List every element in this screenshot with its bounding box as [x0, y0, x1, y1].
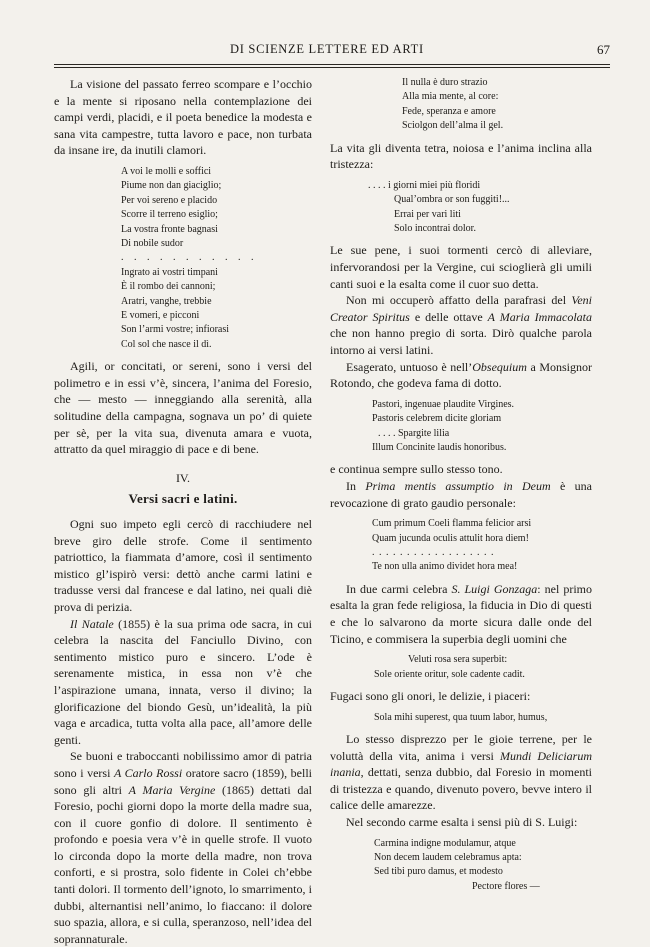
verse-line: È il rombo dei cannoni;: [121, 281, 216, 293]
verse-line: Qual’ombra or son fuggiti!...: [394, 194, 510, 206]
paragraph: Esagerato, untuoso è nell’Obsequium a Monsignor Rotondo, che godeva fama di dotto.: [330, 359, 592, 391]
running-title: DI SCIENZE LETTERE ED ARTI: [230, 42, 424, 56]
section-number: IV.: [175, 470, 191, 485]
paragraph: La vita gli diventa tetra, noiosa e l’anima inclina alla tristezza:: [330, 140, 592, 172]
verse-block: [402, 76, 592, 134]
paragraph: La visione del passato ferreo scompare e l’occhio e la mente si riposano nella contemplazione dei campi verdi, placidi, e il poeta benedice la modesta e sana vita campestre, tutta lavoro e pace, non turbata da insane ire, da inutili clamori.: [54, 77, 312, 158]
verse-line: Pastori, ingenuae plaudite Virgines.: [372, 398, 515, 410]
verse-line: Solo incontrai dolor.: [394, 223, 476, 235]
work-title: Prima mentis assumptio in Deum: [365, 479, 551, 493]
verse-line: Son l’armi vostre; infiorasi: [121, 324, 230, 336]
work-title: Il Natale: [70, 616, 114, 631]
verse-ellipsis: . . . . . . . . . . . . . . . . . .: [372, 547, 495, 558]
verse-line: Ingrato ai vostri timpani: [121, 266, 218, 278]
paragraph: Agili, or concitati, or sereni, sono i versi del polimetro e in essi v’è, sincera, l’anima del Foresio, che — mesto — inneggiando alla serenità, alla solitudine della campagna, sognava un po’ di quiete per sè, per la vita sua, divenuta amara e vuota, attratto da quel miraggio di pace e di bene.: [54, 359, 312, 457]
paragraph: Nel secondo carme esalta i sensi più di S. Luigi:: [346, 814, 578, 829]
verse-line: La vostra fronte bagnasi: [121, 223, 218, 235]
verse-line: . . . . Spargite lilia: [378, 427, 450, 439]
work-title: A Maria Vergine: [128, 782, 216, 797]
paragraph: Non mi occuperò affatto della parafrasi del Veni Creator Spiritus e delle ottave A Maria Immacolata che non hanno pregio di sorta. Dirò qualche parola intorno ai versi latini.: [330, 293, 593, 357]
verse-ellipsis: . . . . . . . . . . .: [121, 252, 258, 264]
running-header: [54, 42, 610, 62]
verse-line: . . . . i giorni miei più floridi: [368, 179, 481, 191]
verse-block: [372, 398, 592, 456]
page-number: 67: [597, 42, 610, 57]
verse-block: [372, 517, 592, 575]
verse-line: Fede, speranza e amore: [402, 105, 496, 117]
paragraph: In due carmi celebra S. Luigi Gonzaga: nel primo esalta la gran fede religiosa, la fiducia in Dio di questi e che lo salvarono da morte sicura dalle onde del Ticino, e commisera la superbia degli uomini che: [330, 581, 592, 646]
verse-line: Errai per vari liti: [394, 208, 461, 220]
verse-line: Di nobile sudor: [121, 238, 184, 249]
section-title: Versi sacri e latini.: [128, 491, 238, 507]
verse-line: Sciolgon dell’alma il gel.: [402, 120, 504, 132]
right-column: [330, 76, 592, 900]
left-column: [54, 76, 312, 947]
header-rule: [54, 64, 610, 68]
paragraph: Le sue pene, i suoi tormenti cercò di alleviare, infervorandosi per la Vergine, cui scioglierà gli umili canti suoi e la esalta come il cuor suo detta.: [330, 243, 592, 291]
paragraph: Lo stesso disprezzo per le gioie terrene, per le voluttà della vita, anima i versi Mundi Deliciarum inania, dettati, senza dubbio, dal Foresio in momenti di tristezza e quando, divenuto povero, bevve intero il calice delle amarezze.: [330, 732, 592, 813]
verse-line: Cum primum Coeli flamma felicior arsi: [372, 518, 532, 530]
verse-block: [374, 837, 592, 895]
work-title: Veni Creator Spiritus: [330, 293, 592, 324]
verse-line: Te non ulla animo dividet hora mea!: [372, 561, 518, 573]
paragraph: Se buoni e traboccanti nobilissimo amor di patria sono i versi A Carlo Rossi oratore sacro (1859), belli sono gli altri A Maria Vergine (1865) dettati dal Foresio, pochi giorni dopo la morte della madre sua, con il cuore gonfio di dolore. Il sentimento è profondo e poesia vera v’è in quelle strofe. Il vuoto lo circonda dopo la morte della madre, non trova conforti, e si prostra, solo fidente in Colei ch’ebbe tanti dolori. Il tormento dell’ignoto, lo smarrimento, i dubbi, alternantisi nell’animo, lo fiaccano: il dolore suo spazia, allora, e si culla, speranzoso, nell’idea del soprannaturale.: [54, 749, 312, 946]
verse-line: Sole oriente oritur, sole cadente cadit.: [374, 668, 525, 680]
paragraph: e continua sempre sullo stesso tono.: [330, 462, 503, 477]
verse-line: E vomeri, e picconi: [121, 310, 200, 322]
verse-line: Il nulla è duro strazio: [402, 77, 488, 88]
verse-line: Carmina indigne modulamur, atque: [374, 837, 516, 849]
verse-line: Aratri, vanghe, trebbie: [121, 295, 212, 307]
work-title: Mundi Deliciarum inania: [330, 748, 592, 780]
verse-line: Illum Concinite laudis honoribus.: [372, 442, 507, 453]
work-title: A Maria Immacolata: [487, 309, 593, 324]
verse-block: [368, 179, 592, 237]
paragraph: Il Natale (1855) è la sua prima ode sacra, in cui celebra la nascita del Fanciullo Divino, con sentimento mistico puro e sincero. L’ode è serenamente mistica, in essa non v’è che l’aspirazione umana, innata, verso il divino; la glorificazione del biondo Gesù, un’idealità, la più vaga e arcadica, tutta volta alla pace, all’amore delle genti.: [54, 616, 312, 747]
verse-line: Pectore flores —: [472, 880, 540, 892]
verse-line: Alla mia mente, al core:: [402, 91, 499, 103]
paragraph: Ogni suo impeto egli cercò di racchiudere nel breve giro delle strofe. Come il sentimento patriottico, la fiammata d’amore, così il sentimento mistico gl’ispirò versi: dettò anche carmi latini e tradusse versi dal francese e dal latino, nei quali diè prova di perizia.: [54, 517, 312, 614]
verse-line: Sed tibi puro damus, et modesto: [374, 866, 503, 878]
verse-line: Non decem laudem celebramus apta:: [374, 851, 522, 863]
verse-line: Piume non dan giaciglio;: [121, 180, 222, 192]
verse-line: Per voi sereno e placido: [121, 194, 218, 206]
verse-line: Veluti rosa sera superbit:: [408, 654, 508, 666]
work-title: Obsequium: [472, 359, 527, 374]
work-title: A Carlo Rossi: [113, 765, 183, 780]
verse-block: [374, 653, 592, 682]
verse-block: [374, 711, 592, 725]
verse-line: Sola mihi superest, qua tuum labor, humus,: [374, 711, 548, 723]
verse-line: A voi le molli e soffici: [121, 165, 212, 177]
verse-line: Scorre il terreno esiglio;: [121, 209, 218, 221]
verse-block: [121, 165, 312, 352]
paragraph: Fugaci sono gli onori, le delizie, i piaceri:: [330, 689, 531, 703]
verse-line: Quam jucunda oculis attulit hora diem!: [372, 532, 529, 544]
work-title: S. Luigi Gonzaga: [451, 581, 538, 596]
verse-line: Col sol che nasce il dì.: [121, 338, 212, 350]
paragraph: In Prima mentis assumptio in Deum è una revocazione di grato gaudio personale:: [330, 479, 593, 510]
verse-line: Pastoris celebrem dicite gloriam: [372, 413, 502, 425]
